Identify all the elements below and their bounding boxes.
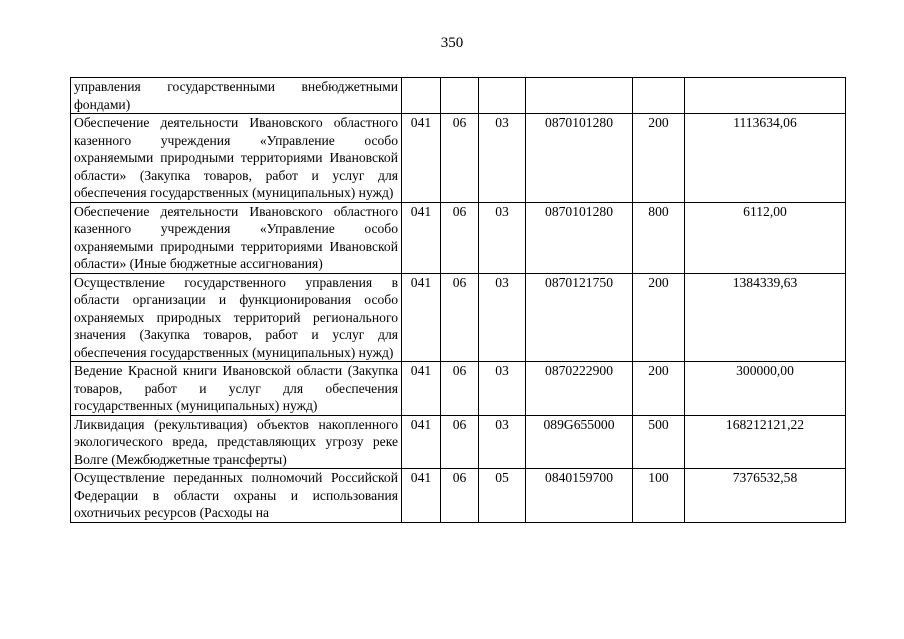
subsection-code-cell: 03 (479, 202, 526, 273)
subsection-code-cell (479, 78, 526, 114)
page-number: 350 (440, 35, 464, 51)
row-name-cell: Осуществление переданных полномочий Российской Федерации в области охраны и использования охотничьих ресурсов (Расходы на (71, 469, 402, 523)
ministry-code-cell (402, 78, 441, 114)
article-code-cell: 0870101280 (526, 114, 633, 203)
row-name-cell: управления государственными внебюджетными фондами) (71, 78, 402, 114)
sum-cell: 1113634,06 (685, 114, 846, 203)
row-name-cell: Обеспечение деятельности Ивановского областного казенного учреждения «Управление особо охраняемыми природными территориями Ивановской области» (Закупка товаров, работ и услуг для обеспечения государственных (муниципальных) нужд) (71, 114, 402, 203)
subsection-code-cell: 05 (479, 469, 526, 523)
ministry-code-cell: 041 (402, 273, 441, 362)
sum-cell: 1384339,63 (685, 273, 846, 362)
table-row (71, 415, 846, 469)
table-row (71, 362, 846, 416)
subsection-code-cell: 03 (479, 273, 526, 362)
section-code-cell: 06 (441, 202, 479, 273)
article-code-cell: 089G655000 (526, 415, 633, 469)
section-code-cell: 06 (441, 114, 479, 203)
ministry-code-cell: 041 (402, 202, 441, 273)
table-row (71, 469, 846, 523)
subsection-code-cell: 03 (479, 362, 526, 416)
section-code-cell: 06 (441, 415, 479, 469)
table-row (71, 114, 846, 203)
section-code-cell: 06 (441, 362, 479, 416)
expense-type-cell (633, 78, 685, 114)
article-code-cell: 0870121750 (526, 273, 633, 362)
expense-type-cell: 500 (633, 415, 685, 469)
row-name-cell: Осуществление государственного управления в области организации и функционирования особо охраняемых природных территорий регионального значения (Закупка товаров, работ и услуг для обеспечения государственных (муниципальных) нужд) (71, 273, 402, 362)
expense-type-cell: 200 (633, 273, 685, 362)
row-name-cell: Обеспечение деятельности Ивановского областного казенного учреждения «Управление особо охраняемыми природными территориями Ивановской области» (Иные бюджетные ассигнования) (71, 202, 402, 273)
sum-cell: 7376532,58 (685, 469, 846, 523)
article-code-cell: 0870101280 (526, 202, 633, 273)
ministry-code-cell: 041 (402, 114, 441, 203)
ministry-code-cell: 041 (402, 415, 441, 469)
sum-cell: 168212121,22 (685, 415, 846, 469)
budget-table (70, 77, 846, 523)
expense-type-cell: 200 (633, 114, 685, 203)
row-name-cell: Ведение Красной книги Ивановской области (Закупка товаров, работ и услуг для обеспечения государственных (муниципальных) нужд) (71, 362, 402, 416)
subsection-code-cell: 03 (479, 415, 526, 469)
expense-type-cell: 800 (633, 202, 685, 273)
section-code-cell: 06 (441, 469, 479, 523)
sum-cell: 300000,00 (685, 362, 846, 416)
table-row (71, 78, 846, 114)
article-code-cell (526, 78, 633, 114)
section-code-cell: 06 (441, 273, 479, 362)
expense-type-cell: 200 (633, 362, 685, 416)
article-code-cell: 0840159700 (526, 469, 633, 523)
ministry-code-cell: 041 (402, 362, 441, 416)
section-code-cell (441, 78, 479, 114)
article-code-cell: 0870222900 (526, 362, 633, 416)
sum-cell (685, 78, 846, 114)
table-row (71, 273, 846, 362)
sum-cell: 6112,00 (685, 202, 846, 273)
subsection-code-cell: 03 (479, 114, 526, 203)
ministry-code-cell: 041 (402, 469, 441, 523)
table-row (71, 202, 846, 273)
expense-type-cell: 100 (633, 469, 685, 523)
row-name-cell: Ликвидация (рекультивация) объектов накопленного экологического вреда, представляющих угрозу реке Волге (Межбюджетные трансферты) (71, 415, 402, 469)
